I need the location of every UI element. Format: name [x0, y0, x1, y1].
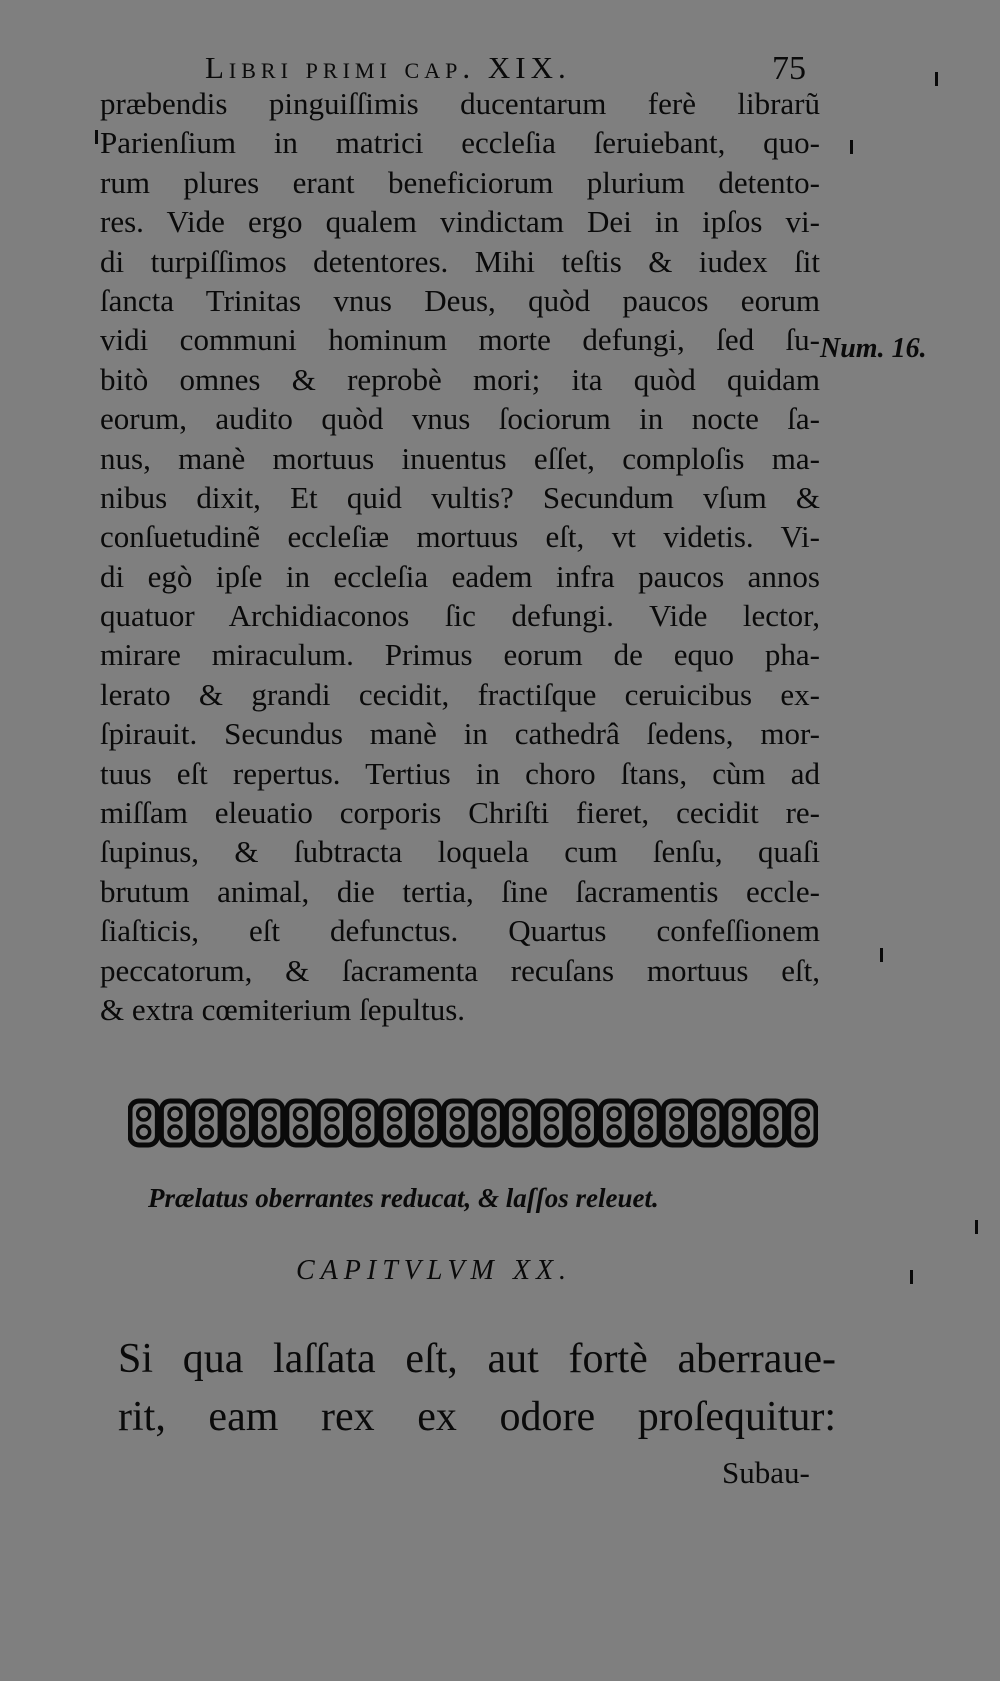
ornament-motif	[538, 1101, 565, 1145]
ornament-motif	[695, 1101, 722, 1145]
ink-speck	[880, 948, 883, 962]
ornament-motif	[255, 1101, 282, 1145]
body-line: ſiaſticis, eſt defunctus. Quartus confeſſionem	[100, 913, 820, 949]
ornament-motif	[789, 1101, 816, 1145]
ornament-band	[128, 1095, 818, 1151]
body-line: lerato & grandi cecidit, fractiſque ceruicibus ex-	[100, 676, 820, 712]
running-head: Libri primi cap. XIX.	[205, 50, 571, 85]
body-line: peccatorum, & ſacramenta recuſans mortuus eſt,	[100, 952, 820, 988]
ornament-pattern	[128, 1095, 818, 1151]
body-line: miſſam eleuatio corporis Chriſti fieret, cecidit re-	[100, 795, 820, 831]
ornament-motif	[757, 1101, 784, 1145]
body-line: nus, manè mortuus inuentus eſſet, comploſis ma-	[100, 440, 820, 476]
ink-speck	[935, 72, 938, 86]
chapter-opening	[118, 1330, 836, 1446]
margin-note: Num. 16.	[820, 333, 927, 364]
ink-speck	[910, 1270, 913, 1284]
body-line: res. Vide ergo qualem vindictam Dei in ipſos vi-	[100, 204, 820, 240]
body-line: Parienſium in matrici eccleſia ſeruiebant, quo-	[100, 125, 820, 161]
page-number: 75	[772, 50, 806, 87]
ornament-motif	[726, 1101, 753, 1145]
body-line: rum plures erant beneficiorum plurium detento-	[100, 164, 820, 200]
section-heading: Prælatus oberrantes reducat, & laſſos releuet.	[148, 1183, 659, 1213]
body-text	[100, 84, 820, 1029]
ornament-motif	[412, 1101, 439, 1145]
ornament-motif	[506, 1101, 533, 1145]
body-line: bitò omnes & reprobè mori; ita quòd quidam	[100, 361, 820, 397]
ornament-motif	[663, 1101, 690, 1145]
body-line: ſupinus, & ſubtracta loquela cum ſenſu, quaſi	[100, 834, 820, 870]
opening-line: Si qua laſſata eſt, aut fortè aberraue-	[118, 1336, 836, 1382]
ornament-motif	[569, 1101, 596, 1145]
ink-speck	[975, 1220, 978, 1234]
chapter-title: CAPITVLVM XX.	[296, 1255, 573, 1286]
body-line: nibus dixit, Et quid vultis? Secundum vſum &	[100, 479, 820, 515]
opening-line: rit, eam rex ex odore proſequitur:	[118, 1394, 836, 1440]
ornament-motif	[444, 1101, 471, 1145]
ink-speck	[95, 130, 98, 144]
body-line: tuus eſt repertus. Tertius in choro ſtans, cùm ad	[100, 755, 820, 791]
ornament-motif	[287, 1101, 314, 1145]
ornament-motif	[130, 1101, 157, 1145]
body-line: di turpiſſimos detentores. Mihi teſtis & iudex ſit	[100, 243, 820, 279]
body-line: mirare miraculum. Primus eorum de equo pha-	[100, 637, 820, 673]
ornament-motif	[224, 1101, 251, 1145]
body-line: & extra cœmiterium ſepultus.	[100, 991, 466, 1027]
ornament-motif	[318, 1101, 345, 1145]
ornament-motif	[600, 1101, 627, 1145]
body-line: quatuor Archidiaconos ſic defungi. Vide lector,	[100, 598, 820, 634]
ink-speck	[850, 140, 853, 154]
body-line: vidi communi hominum morte defungi, ſed ſu-	[100, 322, 820, 358]
ornament-motif	[193, 1101, 220, 1145]
body-line: eorum, audito quòd vnus ſociorum in nocte ſa-	[100, 401, 820, 437]
ornament-motif	[632, 1101, 659, 1145]
body-line: brutum animal, die tertia, ſine ſacramentis eccle-	[100, 873, 820, 909]
catchword: Subau-	[722, 1455, 810, 1490]
ornament-motif	[475, 1101, 502, 1145]
body-line: ſpirauit. Secundus manè in cathedrâ ſedens, mor-	[100, 716, 820, 752]
body-line: di egò ipſe in eccleſia eadem infra paucos annos	[100, 558, 820, 594]
ornament-motif	[381, 1101, 408, 1145]
ornament-motif	[161, 1101, 188, 1145]
body-line: conſuetudinẽ eccleſiæ mortuus eſt, vt videtis. Vi-	[100, 519, 820, 555]
body-line: præbendis pinguiſſimis ducentarum ferè librarũ	[100, 86, 820, 121]
ornament-motif	[350, 1101, 377, 1145]
body-line: ſancta Trinitas vnus Deus, quòd paucos eorum	[100, 282, 820, 318]
